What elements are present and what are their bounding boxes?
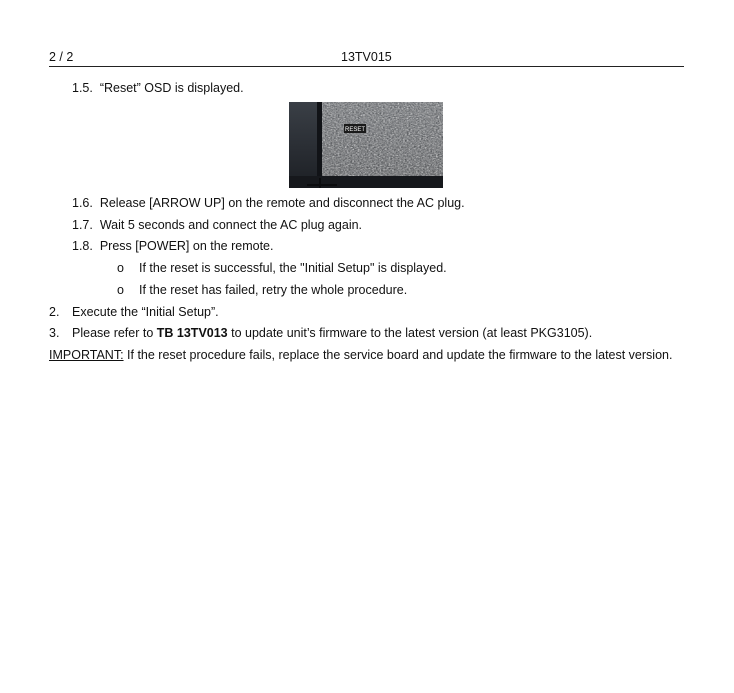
- step-text: “Reset” OSD is displayed.: [99, 81, 244, 95]
- osd-reset-label: RESET: [344, 127, 366, 133]
- step-1-7: [72, 217, 362, 233]
- step-text-post: to update unit’s firmware to the latest version (at least PKG3105).: [227, 326, 593, 340]
- tb-reference: TB 13TV013: [156, 326, 228, 340]
- step-number: 2.: [49, 305, 60, 319]
- header-rule: [49, 66, 684, 67]
- tv-reset-osd-photo: [289, 102, 443, 188]
- step-text: Release [ARROW UP] on the remote and disconnect the AC plug.: [99, 196, 465, 210]
- step-text: Wait 5 seconds and connect the AC plug again.: [99, 218, 363, 232]
- step-3: [49, 325, 592, 341]
- bullet-marker: o: [117, 283, 124, 297]
- important-label: IMPORTANT:: [49, 348, 124, 362]
- step-1-5: [72, 80, 244, 96]
- important-text: If the reset procedure fails, replace the service board and update the firmware to the latest version.: [123, 348, 673, 362]
- step-1-6: [72, 195, 465, 211]
- step-1-8: [72, 238, 273, 254]
- page-number: 2 / 2: [49, 50, 74, 64]
- step-text-pre: Please refer to: [72, 326, 157, 340]
- important-note: [49, 347, 672, 363]
- step-number: 1.5.: [72, 81, 93, 95]
- bullet-marker: o: [117, 261, 124, 275]
- sub-bullet-success: [117, 260, 447, 276]
- step-number: 1.8.: [72, 239, 93, 253]
- step-2: [49, 304, 219, 320]
- sub-bullet-failed: [117, 282, 407, 298]
- document-id: 13TV015: [341, 50, 392, 64]
- step-number: 3.: [49, 326, 60, 340]
- step-number: 1.6.: [72, 196, 93, 210]
- bullet-text: If the reset has failed, retry the whole procedure.: [139, 283, 408, 297]
- tv-photo-illustration: [289, 102, 443, 188]
- step-number: 1.7.: [72, 218, 93, 232]
- step-text: Execute the “Initial Setup”.: [72, 305, 219, 319]
- step-text: Press [POWER] on the remote.: [99, 239, 274, 253]
- bullet-text: If the reset is successful, the "Initial Setup" is displayed.: [139, 261, 447, 275]
